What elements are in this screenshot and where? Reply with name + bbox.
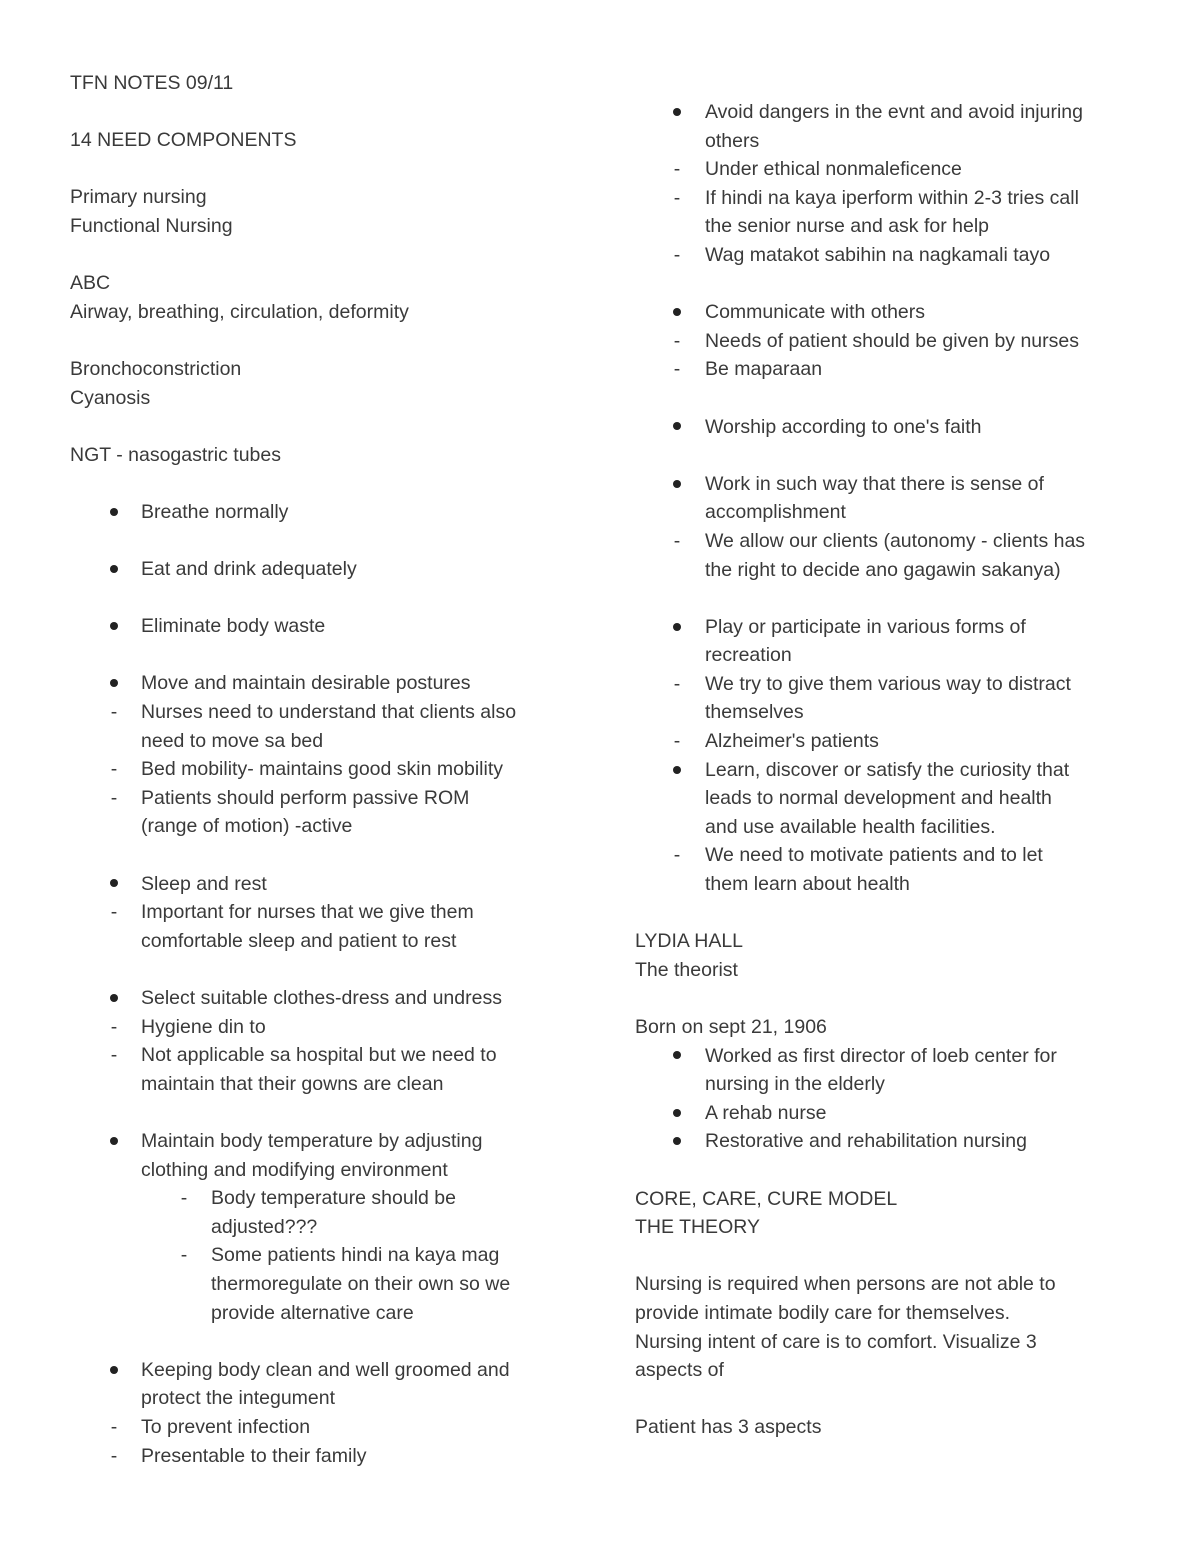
continuation-line <box>70 727 570 756</box>
dash-marker-icon: - <box>110 758 118 781</box>
line-text: Eliminate body waste <box>141 615 326 638</box>
text-line <box>70 183 570 212</box>
line-text: Play or participate in various forms of <box>705 615 1026 638</box>
line-text: Maintain body temperature by adjusting <box>141 1129 483 1152</box>
line-text: Worked as first director of loeb center for <box>705 1044 1057 1067</box>
bullet-item <box>70 498 570 527</box>
dash-item <box>70 1013 570 1042</box>
bullet-item <box>635 1127 1145 1156</box>
line-text: ABC <box>70 272 111 295</box>
line-text: Patients should perform passive ROM <box>141 786 470 809</box>
dash-marker-icon: - <box>673 158 681 181</box>
dash-item <box>635 670 1145 699</box>
line-text: Born on sept 21, 1906 <box>635 1016 827 1038</box>
bullet-dot-icon <box>104 984 124 1013</box>
dash-item <box>70 1041 570 1070</box>
sub-dash-item <box>70 1184 570 1213</box>
line-text: Cyanosis <box>70 386 151 409</box>
line-text: Be maparaan <box>705 358 823 381</box>
continuation-line <box>70 927 570 956</box>
line-text: Primary nursing <box>70 186 207 209</box>
text-line <box>635 1356 1145 1385</box>
dash-marker-icon: - <box>673 329 681 352</box>
bullet-dot-icon <box>104 1356 124 1385</box>
line-text: Presentable to their family <box>141 1444 367 1467</box>
continuation-line <box>635 784 1145 813</box>
line-text: Wag matakot sabihin na nagkamali tayo <box>705 243 1051 266</box>
dash-marker-icon: - <box>180 1187 188 1210</box>
line-text: Work in such way that there is sense of <box>705 472 1044 495</box>
blank-line <box>70 155 570 184</box>
line-text: Functional Nursing <box>70 214 233 237</box>
line-text: Worship according to one's faith <box>705 415 982 438</box>
line-text: Sleep and rest <box>141 872 267 895</box>
line-text: them learn about health <box>705 873 910 896</box>
text-line <box>635 956 1145 985</box>
dash-marker-icon: - <box>110 1415 118 1438</box>
line-text: Hygiene din to <box>141 1015 266 1038</box>
continuation-line <box>635 498 1145 527</box>
blank-line <box>635 984 1145 1013</box>
line-text: others <box>705 129 760 152</box>
bullet-dot-icon <box>667 298 687 327</box>
blank-line <box>70 955 570 984</box>
continuation-line <box>70 1299 570 1328</box>
line-text: We try to give them various way to distract <box>705 672 1071 695</box>
text-line <box>70 384 570 413</box>
dash-item <box>635 527 1145 556</box>
bullet-dot-icon <box>104 669 124 698</box>
text-line <box>635 927 1145 956</box>
blank-line <box>70 641 570 670</box>
line-text: Nursing is required when persons are not able to <box>635 1273 1056 1296</box>
line-text: Keeping body clean and well groomed and <box>141 1358 510 1381</box>
line-text: adjusted??? <box>211 1215 318 1238</box>
bullet-item <box>70 870 570 899</box>
blank-line <box>70 412 570 441</box>
line-text: Body temperature should be <box>211 1187 456 1210</box>
dash-marker-icon: - <box>673 529 681 552</box>
bullet-dot-icon <box>667 1042 687 1071</box>
blank-line <box>635 384 1145 413</box>
dash-item <box>635 327 1145 356</box>
line-text: nursing in the elderly <box>705 1073 885 1096</box>
bullet-item <box>635 98 1145 127</box>
bullet-item <box>635 756 1145 785</box>
line-text: provide alternative care <box>211 1301 414 1324</box>
text-line <box>635 1299 1145 1328</box>
line-text: Important for nurses that we give them <box>141 901 474 924</box>
dash-marker-icon: - <box>673 358 681 381</box>
bullet-item <box>70 984 570 1013</box>
dash-marker-icon: - <box>110 1444 118 1467</box>
dash-marker-icon: - <box>110 701 118 724</box>
text-line <box>70 69 570 98</box>
line-text: the right to decide ano gagawin sakanya) <box>705 558 1061 581</box>
text-line <box>70 212 570 241</box>
bullet-item <box>635 1042 1145 1071</box>
continuation-line <box>635 698 1145 727</box>
blank-line <box>70 241 570 270</box>
line-text: clothing and modifying environment <box>141 1158 448 1181</box>
line-text: Move and maintain desirable postures <box>141 672 471 695</box>
text-line <box>635 1413 1145 1442</box>
line-text: Bronchoconstriction <box>70 357 242 380</box>
line-text: themselves <box>705 701 804 724</box>
line-text: Select suitable clothes-dress and undress <box>141 987 502 1009</box>
bullet-dot-icon <box>667 413 687 442</box>
line-text: provide intimate bodily care for themselves. <box>635 1301 1011 1324</box>
line-text: and use available health facilities. <box>705 815 996 838</box>
line-text: Patient has 3 aspects <box>635 1416 822 1439</box>
continuation-line <box>70 1270 570 1299</box>
blank-line <box>70 98 570 127</box>
blank-line <box>70 1327 570 1356</box>
line-text: Breathe normally <box>141 500 289 523</box>
line-text: THE THEORY <box>635 1216 760 1239</box>
blank-line <box>635 1385 1145 1414</box>
line-text: Alzheimer's patients <box>705 730 879 753</box>
dash-item <box>70 698 570 727</box>
blank-line <box>70 1098 570 1127</box>
line-text: maintain that their gowns are clean <box>141 1072 444 1095</box>
right-column <box>635 98 1145 1442</box>
line-text: aspects of <box>635 1359 724 1382</box>
blank-line <box>635 1156 1145 1185</box>
text-line <box>70 441 570 470</box>
bullet-item <box>70 1127 570 1156</box>
bullet-dot-icon <box>104 870 124 899</box>
continuation-line <box>70 1213 570 1242</box>
line-text: the senior nurse and ask for help <box>705 215 990 238</box>
line-text: NGT - nasogastric tubes <box>70 443 281 466</box>
blank-line <box>635 1242 1145 1271</box>
dash-marker-icon: - <box>110 1015 118 1038</box>
line-text: Needs of patient should be given by nurses <box>705 329 1079 352</box>
blank-line <box>70 841 570 870</box>
dash-marker-icon: - <box>673 186 681 209</box>
line-text: CORE, CARE, CURE MODEL <box>635 1187 898 1210</box>
line-text: Under ethical nonmaleficence <box>705 158 962 181</box>
continuation-line <box>635 212 1145 241</box>
text-line <box>635 1185 1145 1214</box>
dash-marker-icon: - <box>673 730 681 753</box>
dash-item <box>70 1442 570 1471</box>
continuation-line <box>70 1384 570 1413</box>
text-line <box>70 269 570 298</box>
dash-item <box>635 355 1145 384</box>
line-text: comfortable sleep and patient to rest <box>141 929 457 952</box>
bullet-dot-icon <box>104 612 124 641</box>
bullet-item <box>635 298 1145 327</box>
bullet-dot-icon <box>667 98 687 127</box>
line-text: need to move sa bed <box>141 729 324 752</box>
line-text: Avoid dangers in the evnt and avoid injuring <box>705 101 1083 123</box>
text-line <box>70 298 570 327</box>
line-text: thermoregulate on their own so we <box>211 1272 511 1295</box>
line-text: TFN NOTES 09/11 <box>70 72 234 94</box>
bullet-item <box>70 555 570 584</box>
blank-line <box>635 899 1145 928</box>
text-line <box>635 1013 1145 1042</box>
dash-item <box>635 155 1145 184</box>
bullet-item <box>635 1099 1145 1128</box>
dash-item <box>70 898 570 927</box>
dash-item <box>70 784 570 813</box>
bullet-dot-icon <box>104 1127 124 1156</box>
line-text: Restorative and rehabilitation nursing <box>705 1130 1027 1153</box>
blank-line <box>635 270 1145 299</box>
line-text: A rehab nurse <box>705 1101 827 1124</box>
bullet-item <box>70 669 570 698</box>
blank-line <box>70 584 570 613</box>
blank-line <box>635 441 1145 470</box>
dash-item <box>635 184 1145 213</box>
text-line <box>635 1213 1145 1242</box>
line-text: To prevent infection <box>141 1415 311 1438</box>
line-text: We need to motivate patients and to let <box>705 844 1043 867</box>
line-text: LYDIA HALL <box>635 930 744 953</box>
left-column <box>70 69 570 1470</box>
continuation-line <box>635 556 1145 585</box>
line-text: Nurses need to understand that clients also <box>141 701 517 724</box>
bullet-dot-icon <box>104 498 124 527</box>
line-text: If hindi na kaya iperform within 2-3 tries call <box>705 186 1079 209</box>
continuation-line <box>635 641 1145 670</box>
line-text: Communicate with others <box>705 301 926 324</box>
blank-line <box>70 469 570 498</box>
dash-marker-icon: - <box>110 1044 118 1067</box>
bullet-dot-icon <box>667 470 687 499</box>
bullet-dot-icon <box>667 613 687 642</box>
blank-line <box>635 584 1145 613</box>
blank-line <box>70 527 570 556</box>
line-text: We allow our clients (autonomy - clients has <box>705 529 1086 552</box>
bullet-dot-icon <box>667 756 687 785</box>
bullet-item <box>635 413 1145 442</box>
line-text: leads to normal development and health <box>705 787 1052 810</box>
dash-marker-icon: - <box>673 844 681 867</box>
text-line <box>635 1270 1145 1299</box>
dash-item <box>70 755 570 784</box>
continuation-line <box>70 1070 570 1099</box>
text-line <box>635 1328 1145 1357</box>
sub-dash-item <box>70 1241 570 1270</box>
dash-marker-icon: - <box>110 901 118 924</box>
bullet-dot-icon <box>104 555 124 584</box>
bullet-item <box>635 470 1145 499</box>
line-text: Nursing intent of care is to comfort. Visualize 3 <box>635 1330 1037 1353</box>
continuation-line <box>70 1156 570 1185</box>
dash-item <box>635 841 1145 870</box>
continuation-line <box>635 870 1145 899</box>
line-text: 14 NEED COMPONENTS <box>70 129 297 152</box>
dash-marker-icon: - <box>673 243 681 266</box>
bullet-item <box>70 612 570 641</box>
bullet-item <box>70 1356 570 1385</box>
dash-marker-icon: - <box>180 1244 188 1267</box>
continuation-line <box>635 127 1145 156</box>
bullet-dot-icon <box>667 1127 687 1156</box>
line-text: Learn, discover or satisfy the curiosity that <box>705 758 1070 781</box>
text-line <box>70 126 570 155</box>
continuation-line <box>635 1070 1145 1099</box>
continuation-line <box>70 812 570 841</box>
dash-marker-icon: - <box>673 672 681 695</box>
dash-item <box>635 727 1145 756</box>
dash-item <box>635 241 1145 270</box>
dash-marker-icon: - <box>110 786 118 809</box>
line-text: accomplishment <box>705 501 846 524</box>
line-text: Some patients hindi na kaya mag <box>211 1244 500 1267</box>
bullet-item <box>635 613 1145 642</box>
blank-line <box>70 326 570 355</box>
line-text: Eat and drink adequately <box>141 558 357 581</box>
line-text: Bed mobility- maintains good skin mobility <box>141 758 503 781</box>
dash-item <box>70 1413 570 1442</box>
line-text: recreation <box>705 644 792 667</box>
line-text: Airway, breathing, circulation, deformity <box>70 300 409 323</box>
continuation-line <box>635 813 1145 842</box>
text-line <box>70 355 570 384</box>
line-text: (range of motion) -active <box>141 815 353 838</box>
line-text: Not applicable sa hospital but we need to <box>141 1044 497 1067</box>
line-text: The theorist <box>635 958 738 981</box>
line-text: protect the integument <box>141 1387 336 1410</box>
bullet-dot-icon <box>667 1099 687 1128</box>
